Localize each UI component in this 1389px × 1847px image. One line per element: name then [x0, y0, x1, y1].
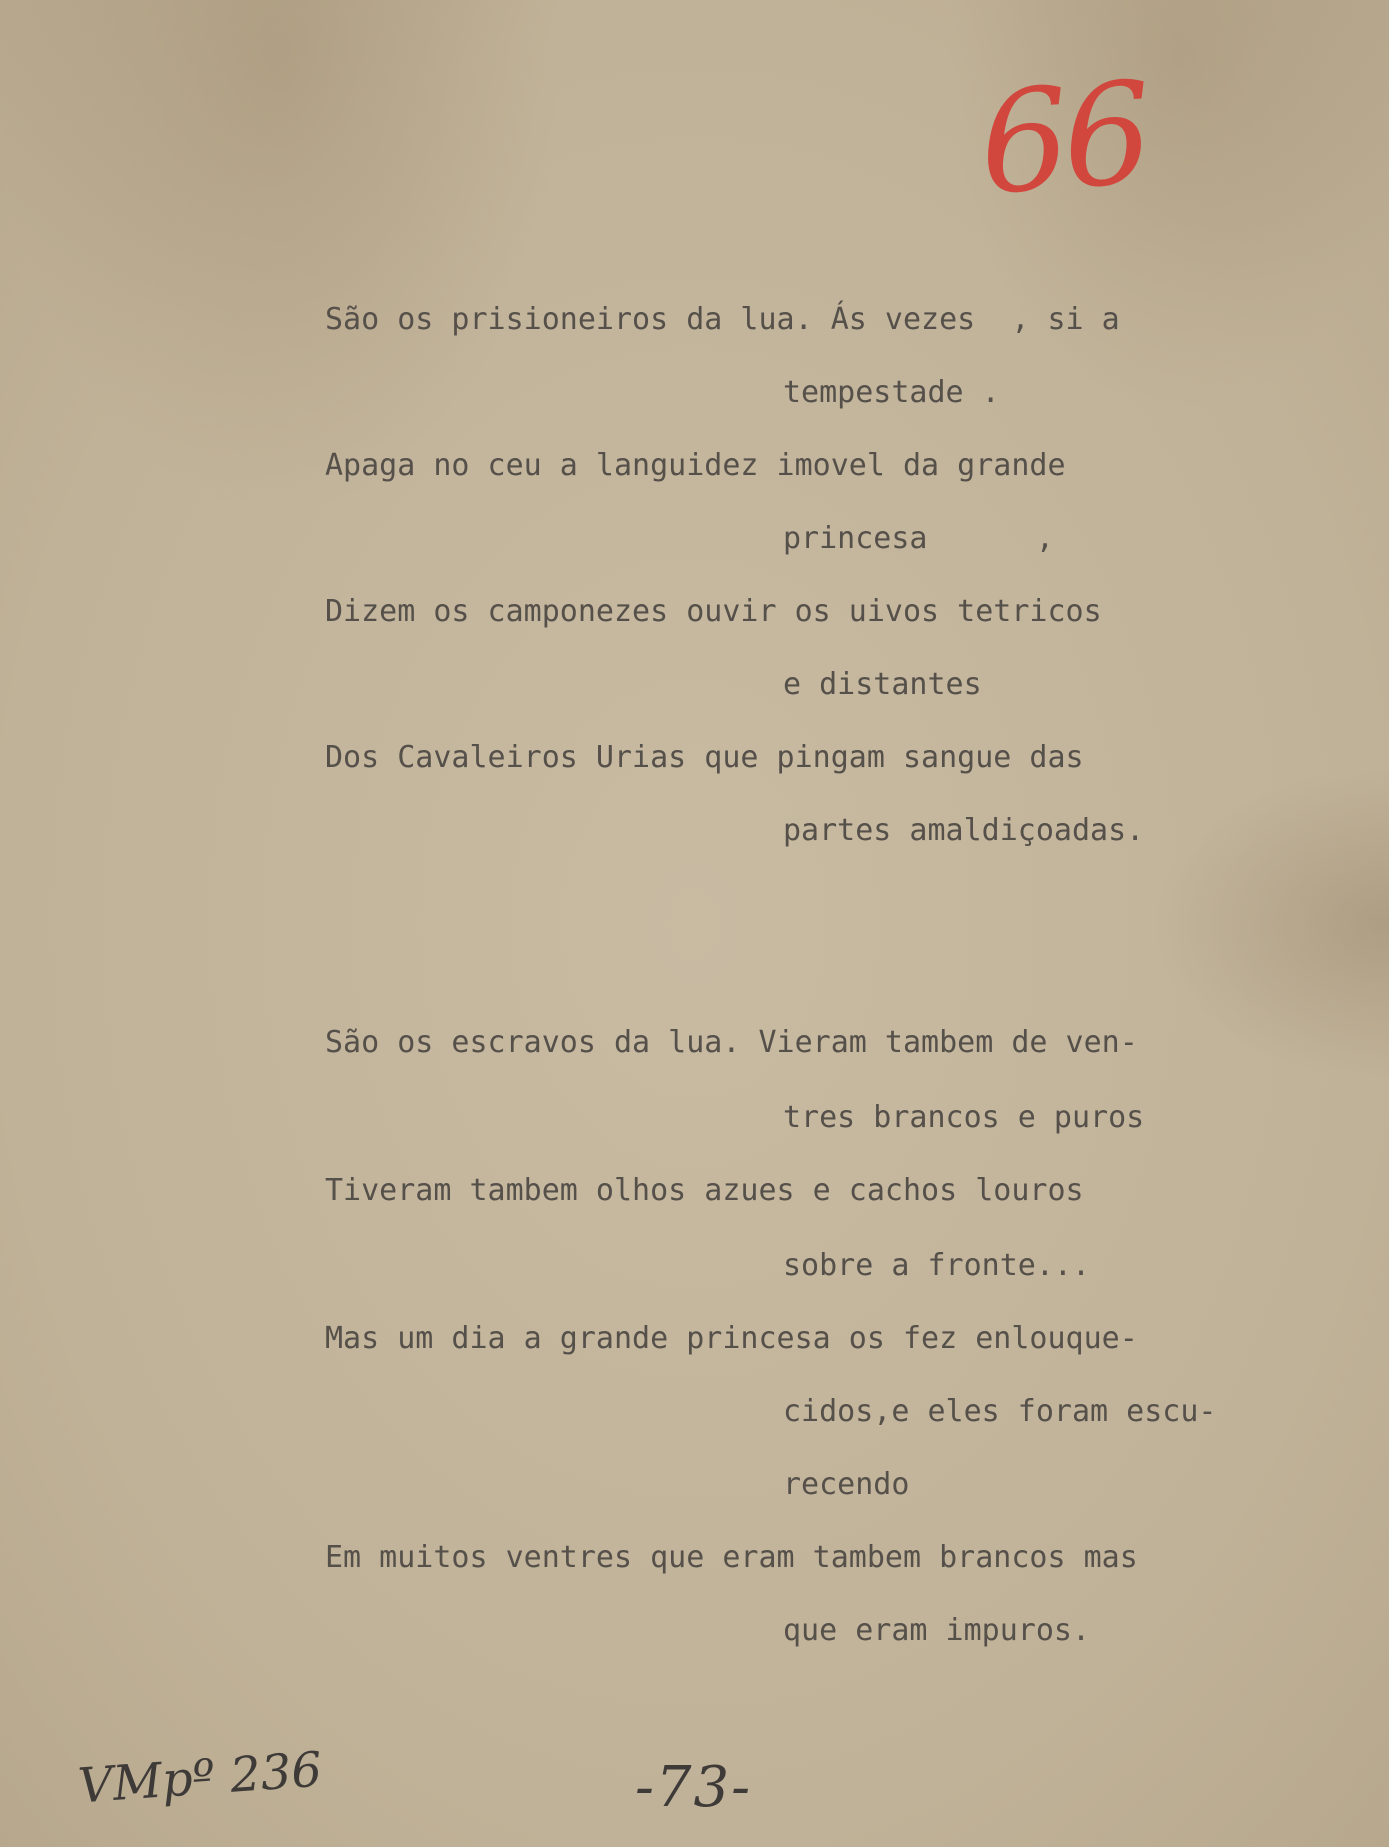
- poem-line: Tiveram tambem olhos azues e cachos louros: [325, 1173, 1084, 1208]
- folio-number: 66: [974, 52, 1152, 227]
- poem-line: cidos,e eles foram escu-: [783, 1394, 1217, 1429]
- poem-line: São os escravos da lua. Vieram tambem de ven-: [325, 1025, 1138, 1060]
- poem-line: São os prisioneiros da lua. Ás vezes , si a: [325, 302, 1120, 337]
- poem-line: princesa ,: [783, 521, 1054, 556]
- poem-line: partes amaldiçoadas.: [783, 813, 1145, 848]
- page-number: -73-: [635, 1755, 753, 1820]
- poem-line: Em muitos ventres que eram tambem brancos mas: [325, 1540, 1138, 1575]
- handwritten-marginal-note: VMpº 236: [76, 1741, 324, 1815]
- poem-line: Apaga no ceu a languidez imovel da grande: [325, 448, 1066, 483]
- poem-line: e distantes: [783, 667, 982, 702]
- poem-line: sobre a fronte...: [783, 1248, 1091, 1283]
- poem-line: que eram impuros.: [783, 1613, 1091, 1648]
- poem-line: recendo: [783, 1467, 910, 1502]
- poem-line: tres brancos e puros: [783, 1100, 1145, 1135]
- poem-line: Mas um dia a grande princesa os fez enlouque-: [325, 1321, 1138, 1356]
- poem-line: tempestade .: [783, 375, 1000, 410]
- poem-line: Dos Cavaleiros Urias que pingam sangue das: [325, 740, 1084, 775]
- poem-line: Dizem os camponezes ouvir os uivos tetricos: [325, 594, 1102, 629]
